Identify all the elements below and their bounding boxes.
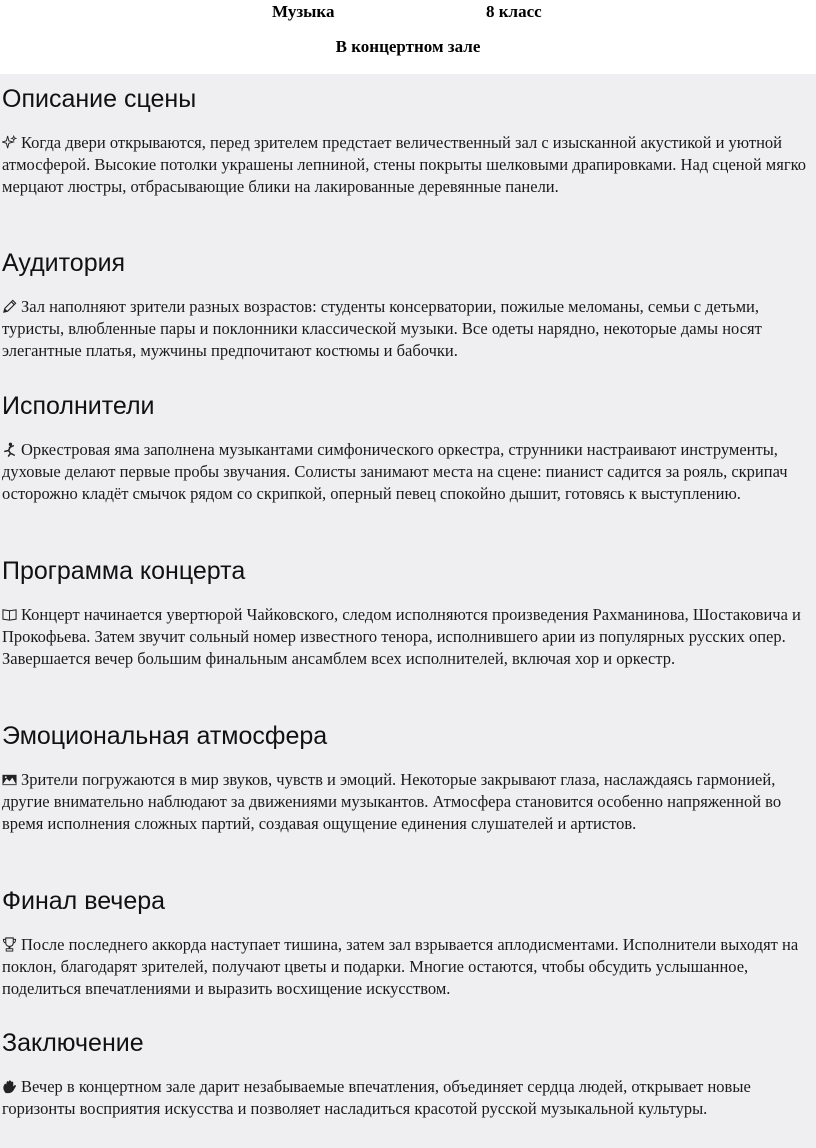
mountains-icon bbox=[2, 772, 17, 787]
section-body bbox=[2, 604, 816, 670]
section-text: Концерт начинается увертюрой Чайковского, следом исполняются произведения Рахманинова, Шостаковича и Прокофьева. Затем звучит сольный номер известного тенора, исполнившего арии из популярных русских опер. Завершается вечер большим финальным ансамблем всех исполнителей, включая хор и оркестр. bbox=[2, 605, 801, 668]
section-title: Описание сцены bbox=[2, 85, 197, 113]
section-body bbox=[2, 934, 816, 1000]
section-text: Оркестровая яма заполнена музыкантами симфонического оркестра, струнники настраивают инструменты, духовые делают первые пробы звучания. Солисты занимают места на сцене: пианист садится за рояль, скрипач осторожно кладёт смычок рядом со скрипкой, оперный певец спокойно дышит, готовясь к выступлению. bbox=[2, 440, 788, 503]
grade-label: 8 класс bbox=[486, 2, 542, 21]
section-title: Исполнители bbox=[2, 392, 155, 420]
trophy-icon bbox=[2, 937, 17, 952]
waving-hand-icon bbox=[2, 1079, 17, 1094]
sparkles-icon bbox=[2, 135, 17, 150]
pencil-icon bbox=[2, 299, 17, 314]
section-title: Программа концерта bbox=[2, 557, 246, 585]
section-text: Зрители погружаются в мир звуков, чувств и эмоций. Некоторые закрывают глаза, наслаждаясь гармонией, другие внимательно наблюдают за движениями музыкантов. Атмосфера становится особенно напряженной во время исполнения сложных партий, создавая ощущение единения слушателей и артистов. bbox=[2, 770, 782, 833]
document-content bbox=[0, 74, 816, 1148]
dancer-icon bbox=[2, 442, 17, 457]
section-body bbox=[2, 439, 816, 505]
section-body bbox=[2, 296, 816, 362]
lesson-topic: В концертном зале bbox=[335, 37, 481, 56]
section-body bbox=[2, 1076, 816, 1120]
document-header bbox=[0, 0, 816, 74]
section-text: После последнего аккорда наступает тишина, затем зал взрывается аплодисментами. Исполнители выходят на поклон, благодарят зрителей, получают цветы и подарки. Многие остаются, чтобы обсудить услышанное, поделиться впечатлениями и выразить восхищение искусством. bbox=[2, 935, 799, 998]
section-title: Эмоциональная атмосфера bbox=[2, 722, 328, 750]
open-book-icon bbox=[2, 607, 17, 622]
section-text: Зал наполняют зрители разных возрастов: студенты консерватории, пожилые меломаны, семьи с детьми, туристы, влюбленные пары и поклонники классической музыки. Все одеты нарядно, некоторые дамы носят элегантные платья, мужчины предпочитают костюмы и бабочки. bbox=[2, 297, 762, 360]
section-text: Когда двери открываются, перед зрителем предстает величественный зал с изысканной акустикой и уютной атмосферой. Высокие потолки украшены лепниной, стены покрыты шелковыми драпировками. Над сценой мягко мерцают люстры, отбрасывающие блики на лакированные деревянные панели. bbox=[2, 133, 807, 196]
section-body bbox=[2, 132, 816, 198]
subject-label: Музыка bbox=[272, 2, 335, 21]
section-title: Аудитория bbox=[2, 249, 126, 277]
section-text: Вечер в концертном зале дарит незабываемые впечатления, объединяет сердца людей, открывает новые горизонты восприятия искусства и позволяет насладиться красотой русской музыкальной культуры. bbox=[2, 1077, 751, 1118]
section-title: Финал вечера bbox=[2, 887, 166, 915]
section-title: Заключение bbox=[2, 1029, 144, 1057]
section-body bbox=[2, 769, 816, 835]
